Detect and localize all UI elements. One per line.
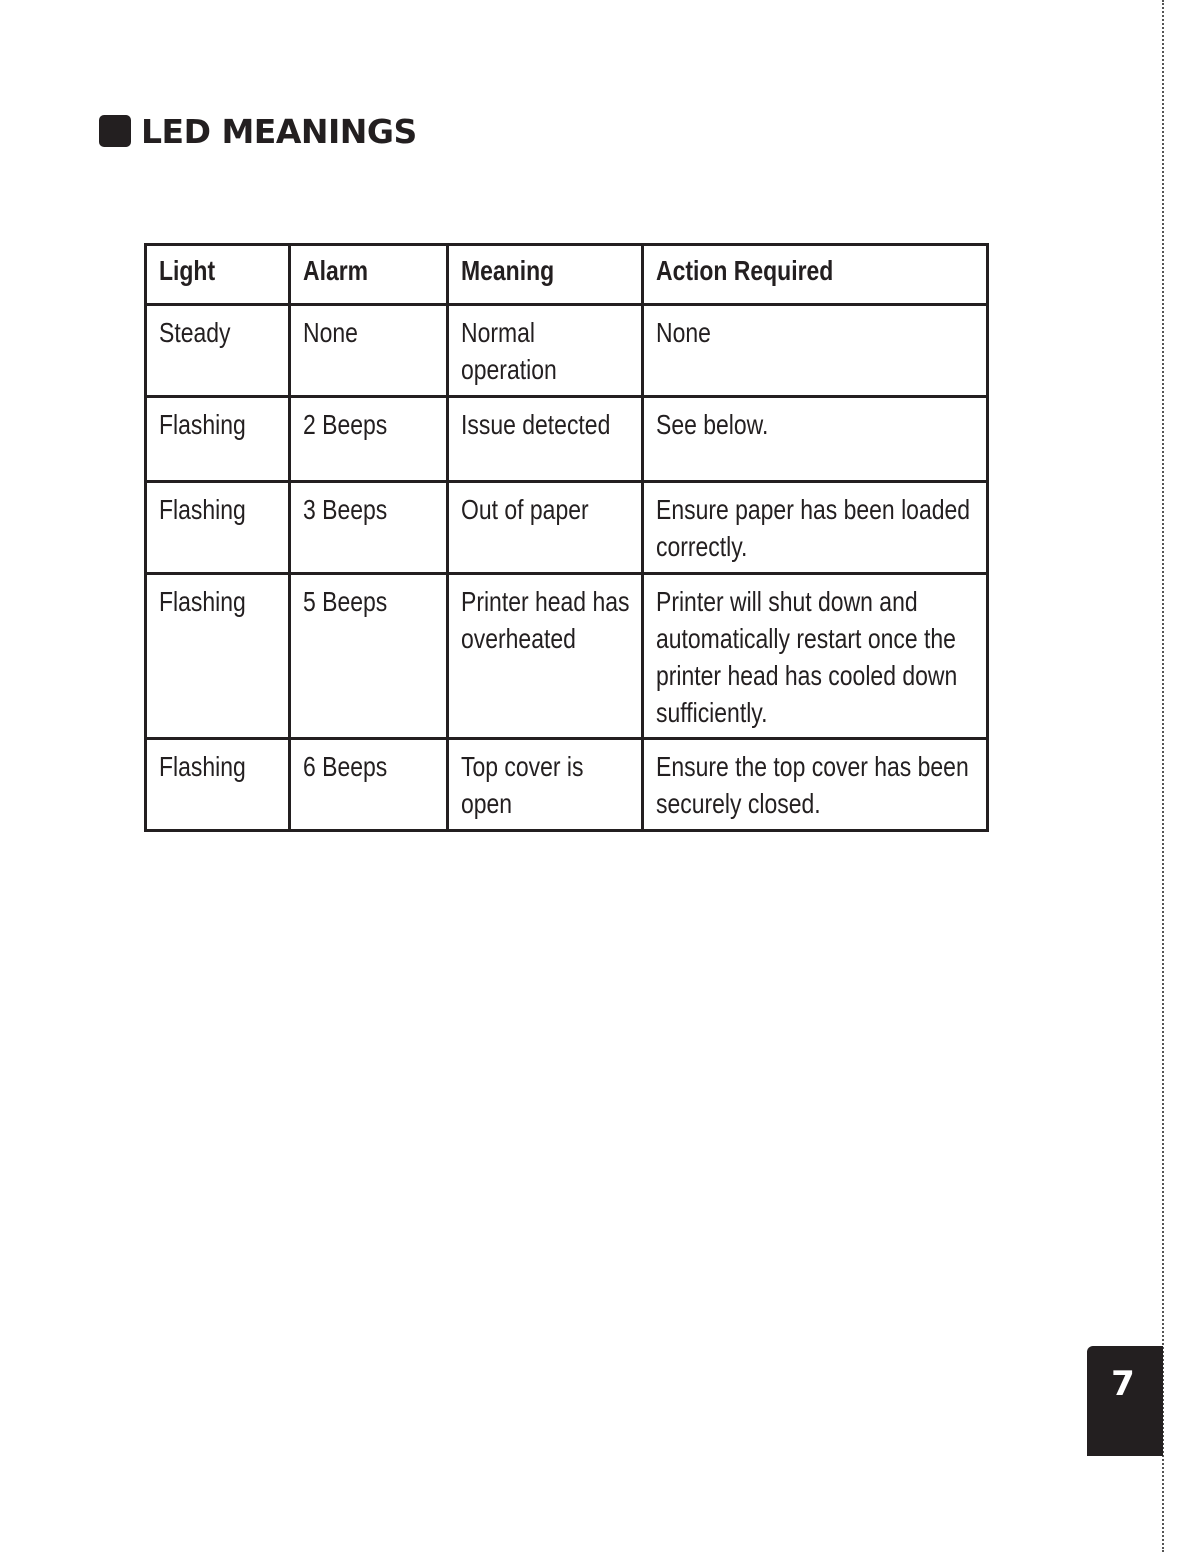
cell-action: Ensure paper has been loaded correctly. — [643, 482, 988, 574]
cell-alarm: 5 Beeps — [290, 574, 448, 739]
table-row — [146, 305, 988, 397]
page-title: LED MEANINGS — [141, 111, 417, 151]
cell-meaning: Printer head has overheated — [448, 574, 643, 739]
square-bullet-icon — [99, 115, 131, 147]
header-light: Light — [146, 245, 290, 305]
table-row — [146, 739, 988, 831]
table-row — [146, 574, 988, 739]
cell-action: Ensure the top cover has been securely closed. — [643, 739, 988, 831]
page-number-tab — [1087, 1346, 1163, 1456]
table-header-row — [146, 245, 988, 305]
section-heading — [99, 110, 417, 152]
cell-alarm: 2 Beeps — [290, 397, 448, 482]
led-meanings-table — [144, 243, 989, 832]
cell-light: Flashing — [146, 739, 290, 831]
cell-alarm: 3 Beeps — [290, 482, 448, 574]
header-meaning: Meaning — [448, 245, 643, 305]
header-action-required: Action Required — [643, 245, 988, 305]
cell-light: Steady — [146, 305, 290, 397]
cell-meaning: Issue detected — [448, 397, 643, 482]
table-row — [146, 482, 988, 574]
page-number: 7 — [1111, 1364, 1135, 1404]
cell-action: See below. — [643, 397, 988, 482]
cell-meaning: Out of paper — [448, 482, 643, 574]
cell-action: None — [643, 305, 988, 397]
table-row — [146, 397, 988, 482]
cell-light: Flashing — [146, 397, 290, 482]
cell-meaning: Normal operation — [448, 305, 643, 397]
cell-alarm: 6 Beeps — [290, 739, 448, 831]
page-trim-dotted-line — [1162, 0, 1164, 1552]
cell-alarm: None — [290, 305, 448, 397]
header-alarm: Alarm — [290, 245, 448, 305]
cell-meaning: Top cover is open — [448, 739, 643, 831]
cell-light: Flashing — [146, 482, 290, 574]
cell-light: Flashing — [146, 574, 290, 739]
cell-action: Printer will shut down and automatically restart once the printer head has cooled down sufficiently. — [643, 574, 988, 739]
